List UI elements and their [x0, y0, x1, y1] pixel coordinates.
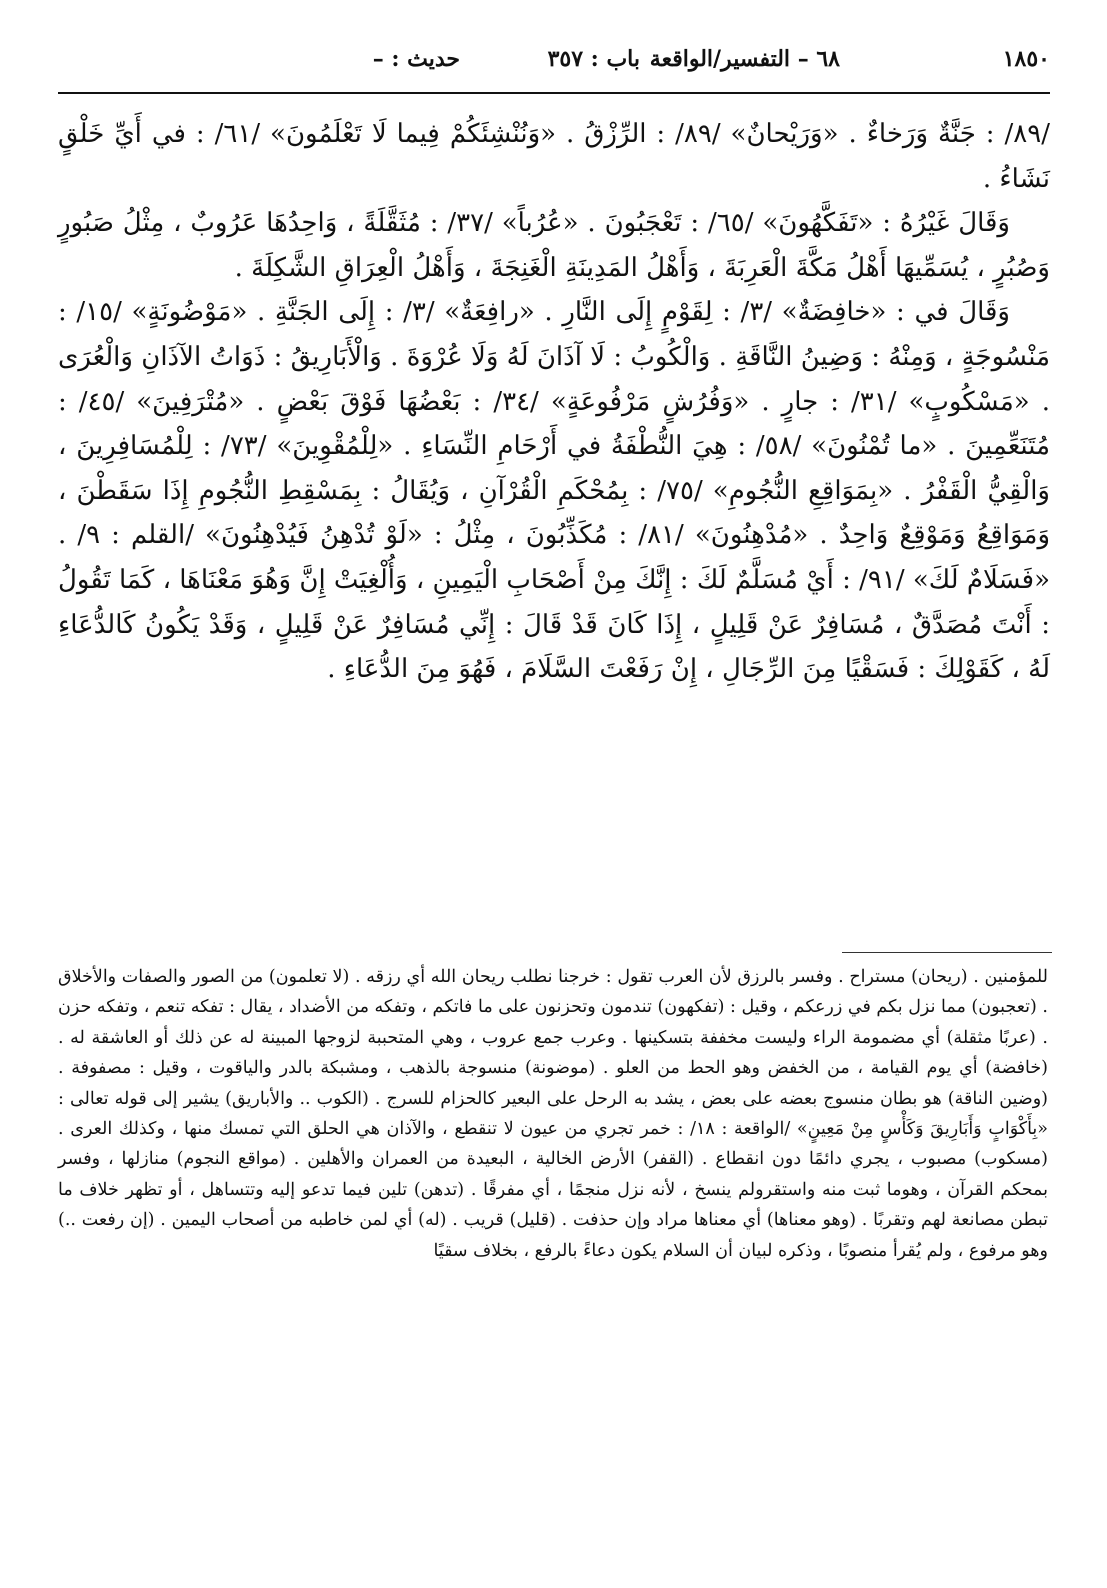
header-divider: [58, 92, 1050, 94]
footnote-divider: [842, 952, 1052, 953]
hadith-number: حديث : –: [372, 46, 460, 72]
footnote-text: للمؤمنين . (ريحان) مستراح . وفسر بالرزق لأن العرب تقول : خرجنا نطلب ريحان الله أي رزقه . (لا تعلمون) من الصور والصفات والأخلاق . (تعجبون) مما نزل بكم في زرعكم ، وقيل : (تفكهون) تندمون وتحزنون على ما فاتكم ، وتفكه من الأضداد ، يقال : تفكه تنعم ، وتفكه حزن . (عربًا مثقلة) أي مضمومة الراء وليست مخففة بتسكينها . وعرب جمع عروب ، وهي المتحببة لزوجها المبينة له عن ذلك أو العاشقة له . (خافضة) أي يوم القيامة ، من الخفض وهو الحط من العلو . (موضونة) منسوجة بالذهب ، ومشبكة بالدر والياقوت ، وقيل : مصفوفة . (وضين الناقة) هو بطان منسوج بعضه على بعض ، يشد به الرحل على البعير كالحزام للسرج . (الكوب .. والأباريق) يشير إلى قوله تعالى : «بِأَكْوَابٍ وَأَبَارِيقَ وَكَأْسٍ مِنْ مَعِينٍ» /الواقعة : ١٨/ : خمر تجري من عيون لا تنقطع ، والآذان هي الحلق التي تمسك منها ، وكذلك العرى . (مسكوب) مصبوب ، يجري دائمًا دون انقطاع . (القفر) الأرض الخالية ، البعيدة من العمران والأهلين . (مواقع النجوم) منازلها ، وفسر بمحكم القرآن ، وهوما ثبت منه واستقرولم ينسخ ، لأنه نزل منجمًا ، أي مفرقًا . (تدهن) تلين فيما تدعو إليه وتتساهل ، أو تظهر خلاف ما تبطن مصانعة لهم وتقربًا . (وهو معناها) أي معناها مراد وإن حذفت . (قليل) قريب . (له) أي لمن خاطبه من أصحاب اليمين . (إن رفعت ..) وهو مرفوع ، ولم يُقرأ منصوبًا ، وذكره لبيان أن السلام يكون دعاءً بالرفع ، بخلاف سقيًا: [58, 967, 1048, 1261]
bab-number: باب : ٣٥٧: [547, 46, 640, 72]
main-paragraph: وَقَالَ غَيْرُهُ : «تَفَكَّهُونَ» /٦٥/ : تَعْجَبُونَ . «عُرُباً» /٣٧/ : مُثَقَّلَةً ، وَاحِدُهَا عَرُوبٌ ، مِثْلُ صَبُورٍ وَصُبُرٍ ، يُسَمِّيهَا أَهْلُ مَكَّةَ الْعَرِبَةَ ، وَأَهْلُ المَدِينَةِ الْغَنِجَةَ ، وَأَهْلُ الْعِرَاقِ الشَّكِلَةَ .: [58, 208, 1050, 283]
section-title: ٦٨ – التفسير/الواقعة: [649, 46, 840, 72]
page-header: [180, 46, 1050, 86]
footnotes: [58, 962, 1048, 1266]
main-paragraph: /٨٩/ : جَنَّةٌ وَرَخاءٌ . «وَرَيْحانٌ» /٨٩/ : الرِّزْقُ . «وَنُنْشِئَكُمْ فِيما لَا تَعْلَمُونَ» /٦١/ : في أَيِّ خَلْقٍ نَشَاءُ .: [58, 119, 1050, 194]
page-number: ١٨٥٠: [1002, 46, 1050, 72]
main-text: [58, 112, 1050, 692]
main-paragraph: وَقَالَ في : «خافِضَةٌ» /٣/ : لِقَوْمٍ إِلَى النَّارِ . «رافِعَةٌ» /٣/ : إِلَى الجَنَّةِ . «مَوْضُونَةٍ» /١٥/ : مَنْسُوجَةٍ ، وَمِنْهُ : وَضِينُ النَّاقَةِ . وَالْكُوبُ : لَا آذَانَ لَهُ وَلَا عُرْوَةَ . وَالْأَبَارِيقُ : ذَوَاتُ الآذَانِ وَالْعُرَى . «مَسْكُوبٍ» /٣١/ : جارٍ . «وَفُرُشٍ مَرْفُوعَةٍ» /٣٤/ : بَعْضُهَا فَوْقَ بَعْضٍ . «مُتْرَفِينَ» /٤٥/ : مُتَنَعِّمِينَ . «ما تُمْنُونَ» /٥٨/ : هِيَ النُّطْفَةُ في أَرْحَامِ النِّسَاءِ . «لِلْمُقْوِينَ» /٧٣/ : لِلْمُسَافِرِينَ ، وَالْقِيُّ الْقَفْرُ . «بِمَوَاقِعِ النُّجُومِ» /٧٥/ : بِمُحْكَمِ الْقُرْآنِ ، وَيُقَالُ : بِمَسْقِطِ النُّجُومِ إِذَا سَقَطْنَ ، وَمَوَاقِعُ وَمَوْقِعٌ وَاحِدٌ . «مُدْهِنُونَ» /٨١/ : مُكَذِّبُونَ ، مِثْلُ : «لَوْ تُدْهِنُ فَيُدْهِنُونَ» /القلم : ٩/ . «فَسَلَامٌ لَكَ» /٩١/ : أَيْ مُسَلَّمٌ لَكَ : إِنَّكَ مِنْ أَصْحَابِ الْيَمِينِ ، وَأُلْغِيَتْ إِنَّ وَهُوَ مَعْنَاهَا ، كَمَا تَقُولُ : أَنْتَ مُصَدَّقٌ ، مُسَافِرٌ عَنْ قَلِيلٍ ، إِذَا كَانَ قَدْ قَالَ : إِنِّي مُسَافِرٌ عَنْ قَلِيلٍ ، وَقَدْ يَكُونُ كَالدُّعَاءِ لَهُ ، كَقَوْلِكَ : فَسَقْيًا مِنَ الرِّجَالِ ، إِنْ رَفَعْتَ السَّلَامَ ، فَهُوَ مِنَ الدُّعَاءِ .: [58, 297, 1050, 685]
